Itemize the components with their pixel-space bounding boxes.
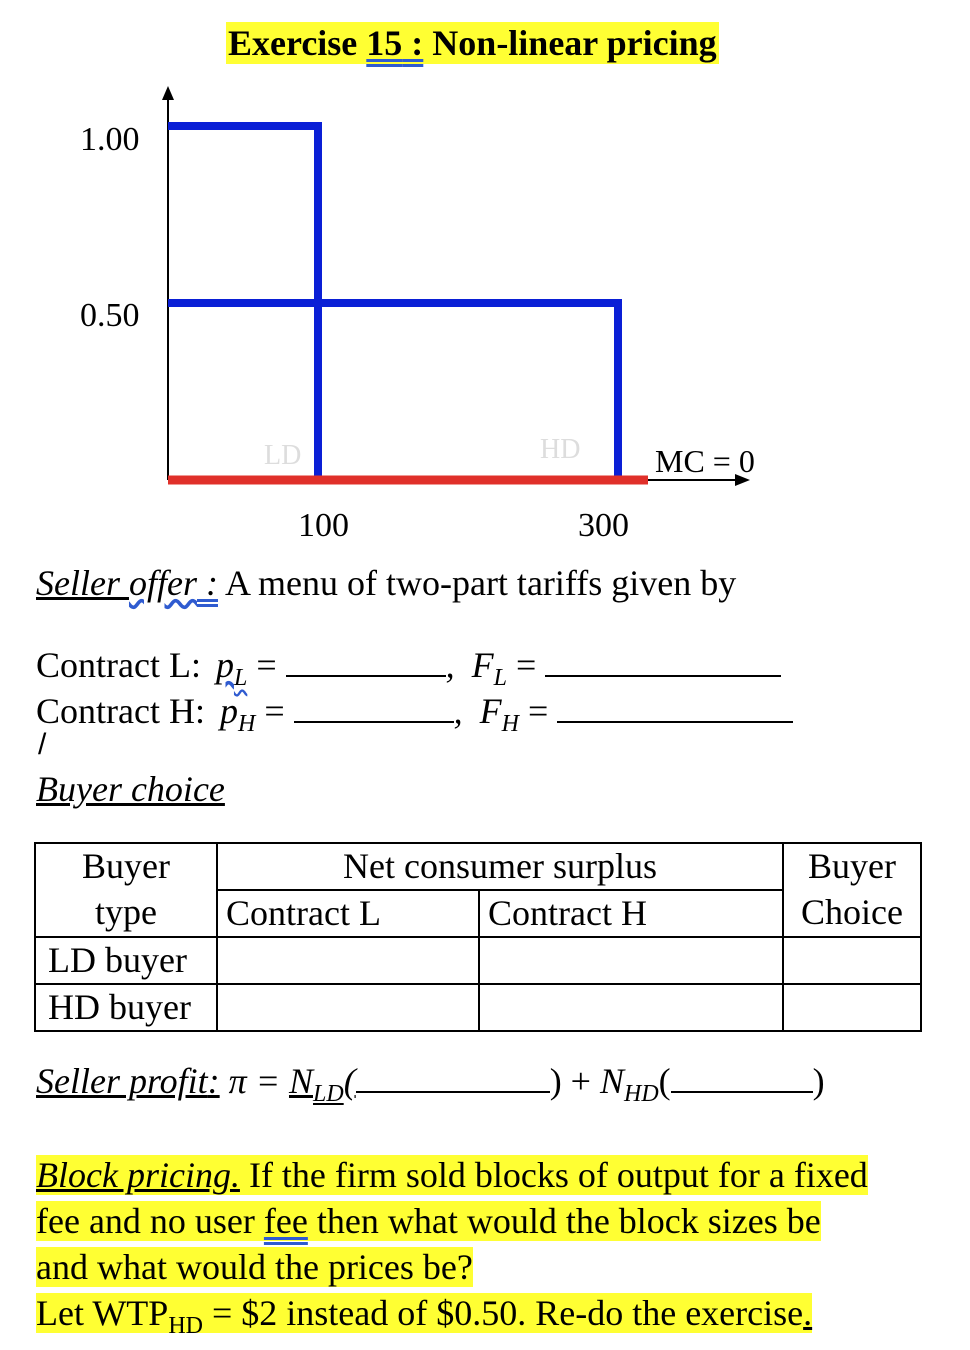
exercise-number: 15 [366,23,403,63]
y-tick-label: 0.50 [80,297,140,334]
contract-l-fee-blank[interactable] [545,645,781,677]
header-buyer-choice: Buyer [783,843,921,890]
table-row [35,984,921,1031]
mc-label: MC = 0 [655,443,755,479]
header-contract-l: Contract L [217,890,479,937]
seller-offer-line: Seller offer : A menu of two-part tariffs given by [36,563,737,603]
cell-hd-choice[interactable] [783,984,921,1031]
profit-hd-blank[interactable] [671,1061,813,1093]
buyer-choice-table [34,842,922,1032]
contract-h-fee-blank[interactable] [557,691,793,723]
header-contract-h: Contract H [479,890,783,937]
cell-hd-contract-h[interactable] [479,984,783,1031]
cell-hd-contract-l[interactable] [217,984,479,1031]
page-title: Exercise 15 : Non-linear pricing [228,23,717,63]
header-buyer-choice-2: Choice [783,890,921,937]
contract-h-line: Contract H: $p_H$ = , $F_H$ = [36,690,793,738]
x-tick-label: 300 [578,507,629,544]
y-axis-arrow [162,86,174,100]
profit-ld-blank[interactable] [356,1061,550,1093]
contract-l-price-blank[interactable] [286,645,446,677]
hd-label: HD [540,434,581,465]
contract-h-price-blank[interactable] [294,691,454,723]
table-row [35,937,921,984]
ld-label: LD [264,440,302,471]
buyer-choice-heading: Buyer choice [36,769,225,809]
row-label-ld: LD buyer [35,937,217,984]
y-tick-label: 1.00 [80,121,140,158]
cell-ld-contract-l[interactable] [217,937,479,984]
x-tick-label: 100 [298,507,349,544]
seller-profit-line: Seller profit: $\pi = N_{LD}$( ) + $N_{HD}$( ) [36,1061,825,1108]
row-label-hd: HD buyer [35,984,217,1031]
contract-l-line: Contract L: $p_L$ = , $F_L$ = [36,644,781,692]
block-pricing-paragraph: Block pricing. If the firm sold blocks of output for a fixed fee and no user fee then what would the block sizes be and what would the prices be? Let $WTP_{HD}$ = $2 instead of $0.50. Re-do the exercise. [36,1155,868,1340]
header-buyer-type: Buyer [35,843,217,890]
cell-ld-choice[interactable] [783,937,921,984]
header-buyer-type-2: type [35,890,217,937]
slash-mark: / [38,728,47,761]
demand-chart [0,70,800,550]
header-net-surplus: Net consumer surplus [217,843,783,890]
cell-ld-contract-h[interactable] [479,937,783,984]
